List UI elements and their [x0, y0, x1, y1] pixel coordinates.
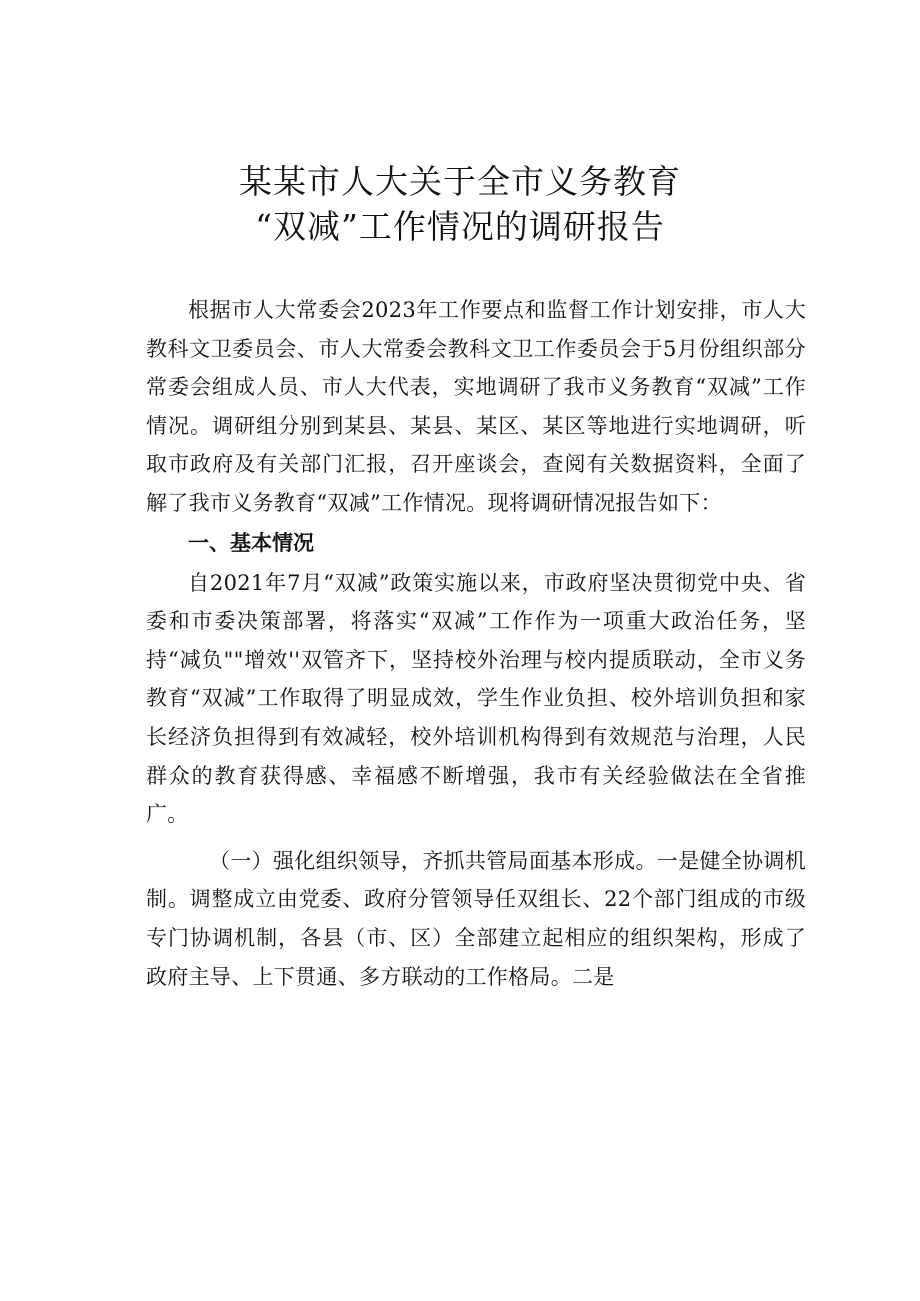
subsection-paragraph: （一）强化组织领导，齐抓共管局面基本形成。一是健全协调机制。调整成立由党委、政府分管领导任双组长、22个部门组成的市级专门协调机制，各县（市、区）全部建立起相应的组织架构，形成了政府主导、上下贯通、多方联动的工作格局。二是: [146, 848, 806, 989]
document-title-line-2: “双减”工作情况的调研报告: [255, 207, 665, 246]
intro-paragraph: 根据市人大常委会2023年工作要点和监督工作计划安排，市人大教科文卫委员会、市人大常委会教科文卫工作委员会于5月份组织部分常委会组成人员、市人大代表，实地调研了我市义务教育“双减”工作情况。调研组分别到某县、某县、某区、某区等地进行实地调研，听取市政府及有关部门汇报，召开座谈会，查阅有关数据资料，全面了解了我市义务教育“双减”工作情况。现将调研情况报告如下：: [146, 298, 806, 515]
document-title-line-1: 某某市人大关于全市义务教育: [239, 162, 681, 201]
section-heading-basic-situation: 一、基本情况: [188, 530, 314, 555]
document-body: [146, 291, 806, 996]
section-paragraph: 自2021年7月“双减”政策实施以来，市政府坚决贯彻党中央、省委和市委决策部署，将落实“双减”工作作为一项重大政治任务，坚持“减负""增效''双管齐下，坚持校外治理与校内提质联动，全市义务教育“双减”工作取得了明显成效，学生作业负担、校外培训负担和家长经济负担得到有效减轻，校外培训机构得到有效规范与治理，人民群众的教育获得感、幸福感不断增强，我市有关经验做法在全省推广。: [146, 570, 806, 827]
